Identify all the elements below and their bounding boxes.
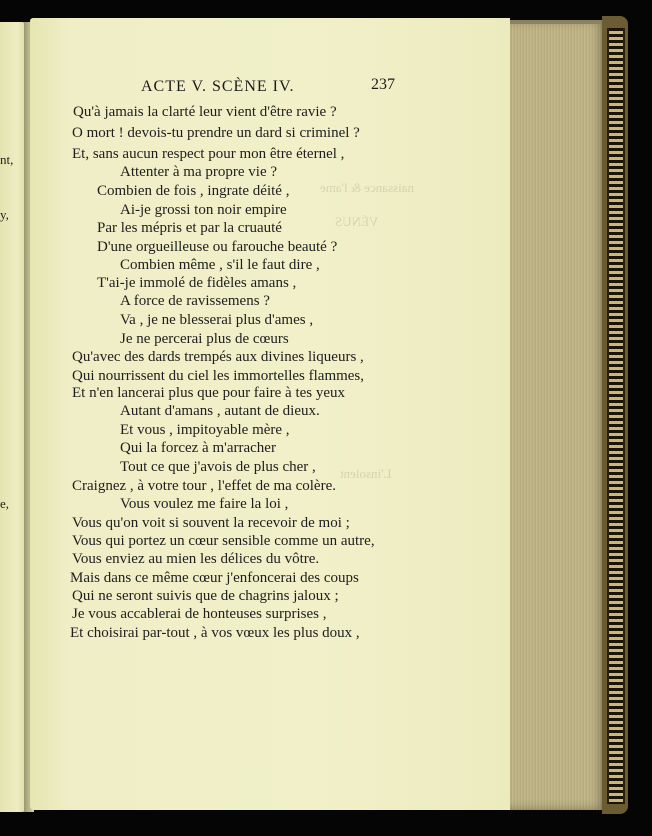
verse-line: Qu'avec des dards trempés aux divines liqueurs , (72, 349, 364, 365)
verse-line: Attenter à ma propre vie ? (120, 164, 278, 180)
verse-line: O mort ! devois-tu prendre un dard si criminel ? (72, 125, 360, 141)
verse-line: T'ai-je immolé de fidèles amans , (97, 275, 297, 291)
verse-line: Vous qui portez un cœur sensible comme un autre, (72, 533, 375, 549)
bleed-through-text: VÉNUS (335, 214, 379, 229)
verse-line: Et vous , impitoyable mère , (120, 422, 290, 438)
verse-line: Mais dans ce même cœur j'enfoncerai des coups (70, 570, 359, 586)
verse-line: A force de ravissemens ? (120, 293, 270, 309)
verse-line: Vous voulez me faire la loi , (120, 496, 289, 512)
verse-line: Craignez , à votre tour , l'effet de ma colère. (72, 478, 336, 494)
verse-line: Autant d'amans , autant de dieux. (120, 403, 320, 419)
bleed-through-text: L'insolent (340, 466, 392, 481)
verse-line: Qui la forcez à m'arracher (120, 440, 276, 456)
running-head: ACTE V. SCÈNE IV. (141, 78, 295, 95)
verse-line: Vous enviez au mien les délices du vôtre. (72, 551, 320, 567)
verse-line: Qui ne seront suivis que de chagrins jaloux ; (72, 588, 339, 604)
verse-line: Par les mépris et par la cruauté (97, 220, 282, 236)
left-page-fragment: e, (0, 496, 10, 511)
page-number: 237 (371, 76, 395, 93)
verse-line: Qu'à jamais la clarté leur vient d'être ravie ? (73, 104, 337, 120)
verse-line: Combien même , s'il le faut dire , (120, 257, 320, 273)
left-page-fragment: nt, (0, 152, 14, 167)
verse-line: Qui nourrissent du ciel les immortelles flammes, (72, 368, 365, 384)
left-page-fragment: y, (0, 207, 9, 222)
bleed-through-text: naissance & l'ame (320, 180, 415, 195)
verse-line: Va , je ne blesserai plus d'ames , (120, 312, 314, 328)
verse-line: Combien de fois , ingrate déité , (97, 183, 290, 199)
verse-line: Ai-je grossi ton noir empire (120, 202, 287, 218)
verse-line: Et, sans aucun respect pour mon être éternel , (72, 146, 345, 162)
verse-line: Tout ce que j'avois de plus cher , (120, 459, 316, 475)
verse-line: Et n'en lancerai plus que pour faire à tes yeux (72, 385, 346, 401)
verse-line: Vous qu'on voit si souvent la recevoir de moi ; (72, 515, 350, 531)
verse-line: D'une orgueilleuse ou farouche beauté ? (97, 239, 338, 255)
verse-line: Je vous accablerai de honteuses surprises , (72, 606, 327, 622)
cover-edge-pattern (607, 28, 625, 804)
verse-line: Je ne percerai plus de cœurs (120, 331, 289, 347)
page-block-edges (506, 20, 606, 810)
verse-line: Et choisirai par-tout , à vos vœux les plus doux , (70, 625, 360, 641)
